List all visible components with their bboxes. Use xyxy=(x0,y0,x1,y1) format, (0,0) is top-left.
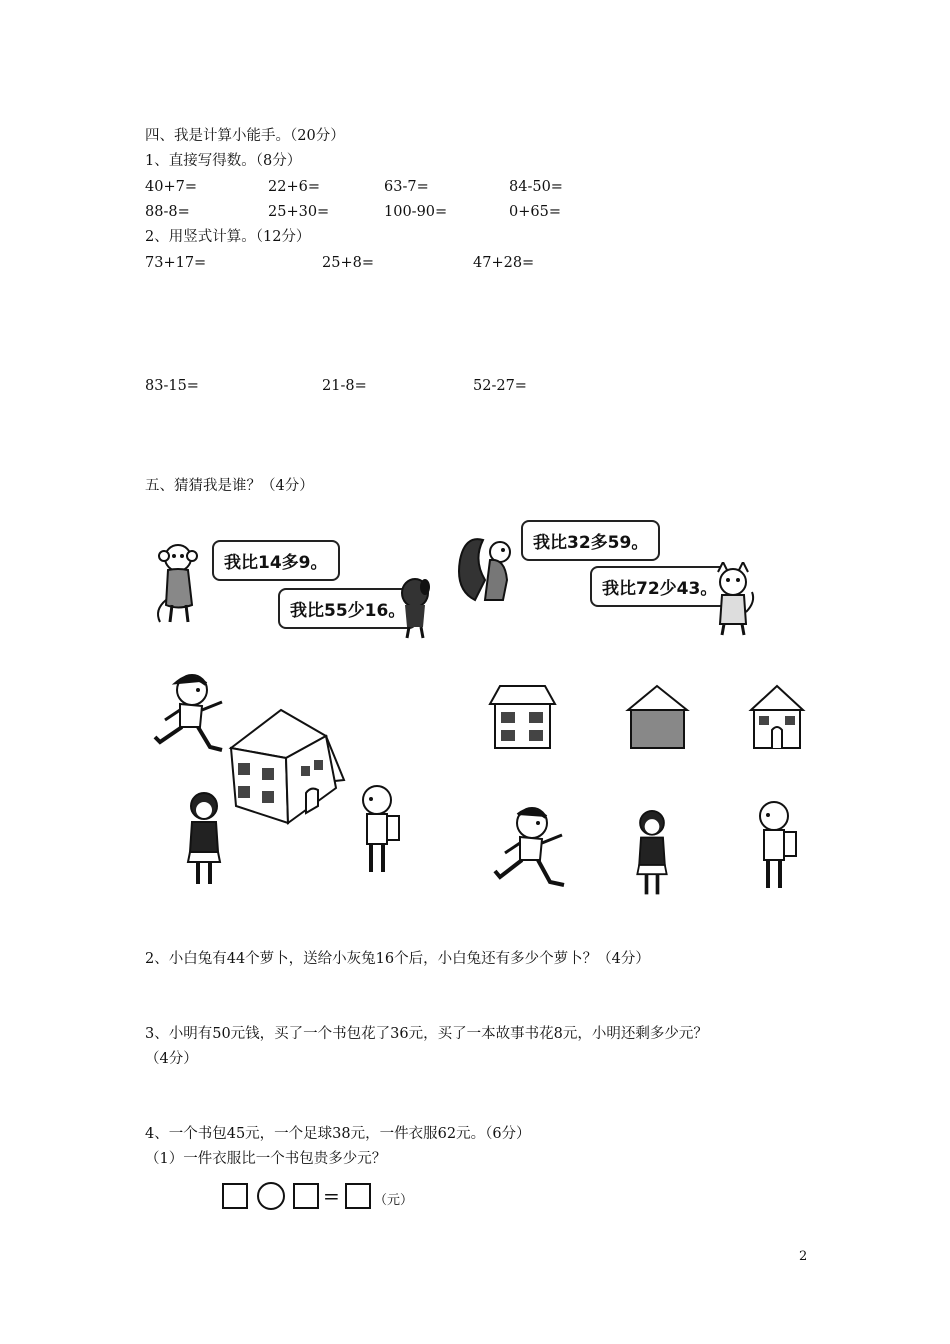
section5-title: 五、猜猜我是谁？（4分） xyxy=(145,478,314,494)
problem-4: 4、一个书包45元，一个足球38元，一件衣服62元。（6分） xyxy=(145,1126,531,1142)
q1-expr: 84-50= xyxy=(509,179,563,195)
squirrel-illustration xyxy=(455,530,520,605)
house-no-windows-icon xyxy=(625,682,690,752)
q2-expr: 21-8= xyxy=(322,378,367,394)
section4-title: 四、我是计算小能手。（20分） xyxy=(145,128,345,144)
q2-title: 2、用竖式计算。（12分） xyxy=(145,229,311,245)
answer-box[interactable] xyxy=(345,1183,371,1209)
speech-bubble: 我比14多9。 xyxy=(212,540,340,581)
q1-title: 1、直接写得数。（8分） xyxy=(145,153,302,169)
girl-illustration xyxy=(630,808,674,900)
q2-expr: 73+17= xyxy=(145,255,207,271)
q2-expr: 47+28= xyxy=(473,255,535,271)
q1-expr: 88-8= xyxy=(145,204,190,220)
running-boy-illustration xyxy=(490,805,570,890)
girl-illustration xyxy=(180,790,228,890)
speech-bubble: 我比32多59。 xyxy=(521,520,660,561)
q1-expr: 63-7= xyxy=(384,179,429,195)
problem-2: 2、小白兔有44个萝卜，送给小灰兔16个后，小白兔还有多少个萝卜？（4分） xyxy=(145,951,650,967)
boy-with-backpack-illustration xyxy=(355,782,405,877)
monkey-illustration xyxy=(150,540,210,625)
speech-bubble: 我比55少16。 xyxy=(278,588,417,629)
running-boy-illustration xyxy=(150,672,230,757)
speech-bubble: 我比72少43。 xyxy=(590,566,729,607)
q2-expr: 25+8= xyxy=(322,255,374,271)
house-illustration xyxy=(226,708,348,828)
operator-circle[interactable] xyxy=(257,1182,285,1210)
q2-expr: 83-15= xyxy=(145,378,199,394)
problem-3-line1: 3、小明有50元钱，买了一个书包花了36元，买了一本故事书花8元，小明还剩多少元？ xyxy=(145,1026,708,1042)
q1-expr: 22+6= xyxy=(268,179,320,195)
cat-illustration xyxy=(708,562,758,637)
problem-3-line2: （4分） xyxy=(145,1051,198,1067)
page-number: 2 xyxy=(799,1249,808,1264)
dog-illustration xyxy=(395,575,435,640)
house-flat-roof-icon xyxy=(485,682,560,752)
q1-expr: 0+65= xyxy=(509,204,561,220)
problem-4-sub1: （1）一件衣服比一个书包贵多少元？ xyxy=(145,1151,387,1167)
boy-with-backpack-illustration xyxy=(752,798,802,893)
unit-label: （元） xyxy=(374,1193,414,1208)
q1-expr: 100-90= xyxy=(384,204,448,220)
q2-expr: 52-27= xyxy=(473,378,527,394)
q1-expr: 40+7= xyxy=(145,179,197,195)
equals-sign: = xyxy=(323,1184,340,1208)
q1-expr: 25+30= xyxy=(268,204,330,220)
answer-box[interactable] xyxy=(222,1183,248,1209)
answer-box[interactable] xyxy=(293,1183,319,1209)
house-with-door-icon xyxy=(748,682,806,752)
